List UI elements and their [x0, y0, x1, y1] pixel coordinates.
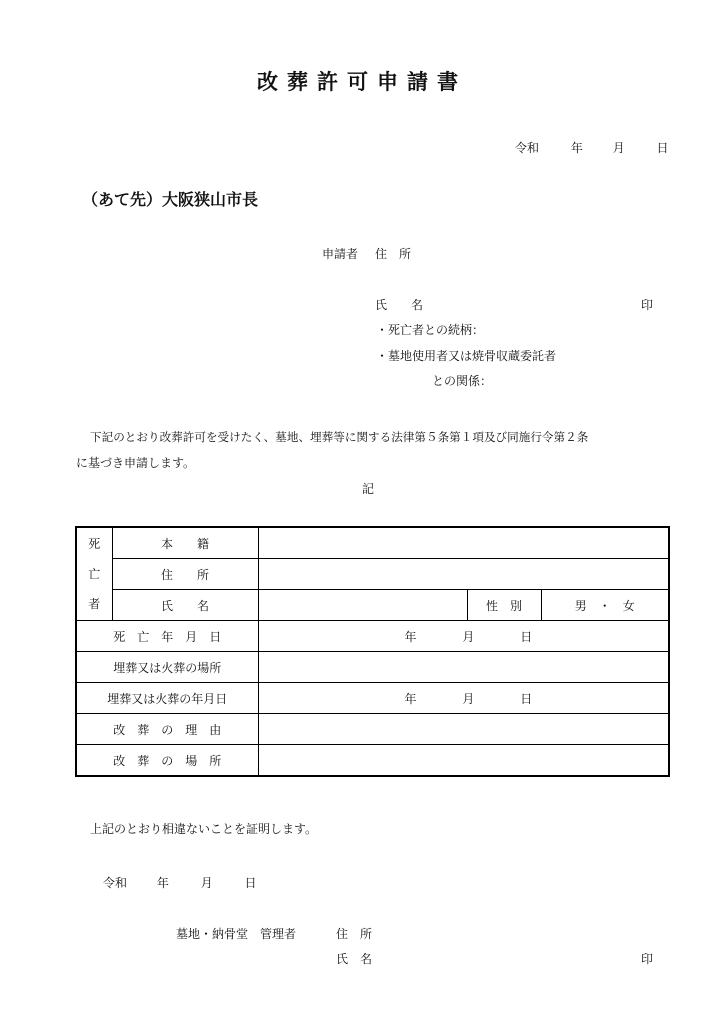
death-date-label: 死 亡 年 月 日	[76, 621, 258, 652]
gender-field[interactable]: 男 ・ 女	[541, 590, 669, 621]
burial-place-field[interactable]	[258, 652, 669, 683]
honseki-field[interactable]	[258, 527, 669, 559]
deceased-label	[76, 527, 112, 621]
relation-deceased: ・死亡者との続柄：	[376, 323, 485, 337]
date-day: 日	[656, 141, 669, 155]
cert-date	[103, 874, 257, 891]
name-field[interactable]	[258, 590, 467, 621]
manager-label: 墓地・納骨堂 管理者	[176, 927, 297, 941]
table-row	[76, 683, 669, 714]
death-date-field[interactable]	[258, 621, 669, 652]
applicant-address-label: 住 所	[375, 247, 412, 261]
reason-label: 改 葬 の 理 由	[76, 714, 258, 745]
reburial-place-field[interactable]	[258, 745, 669, 777]
table-row	[76, 590, 669, 621]
reason-field[interactable]	[258, 714, 669, 745]
application-table	[75, 526, 670, 777]
cert-date-era: 令和	[103, 876, 128, 890]
burial-date-label: 埋葬又は火葬の年月日	[76, 683, 258, 714]
deceased-char: 者	[88, 597, 101, 611]
address-field[interactable]	[258, 559, 669, 590]
body-text-line1: 下記のとおり改葬許可を受けたく、墓地、埋葬等に関する法律第５条第１項及び同施行令第２条	[90, 430, 589, 444]
cert-date-year: 年	[156, 876, 169, 890]
certify-text: 上記のとおり相違ないことを証明します。	[90, 822, 318, 836]
manager-name-label: 氏 名	[336, 952, 373, 966]
address-label: 住 所	[112, 559, 258, 590]
cert-date-day: 日	[244, 876, 257, 890]
month-unit: 月	[462, 629, 475, 644]
date-year: 年	[570, 141, 583, 155]
date-month: 月	[612, 141, 625, 155]
day-unit: 日	[520, 629, 533, 644]
date-header	[515, 139, 669, 156]
table-row	[76, 559, 669, 590]
applicant-label: 申請者	[322, 247, 359, 261]
deceased-char: 死	[88, 537, 101, 551]
burial-date-field[interactable]	[258, 683, 669, 714]
table-row	[76, 652, 669, 683]
day-unit: 日	[520, 691, 533, 706]
deceased-char: 亡	[88, 567, 101, 581]
cert-date-month: 月	[200, 876, 213, 890]
manager-seal: 印	[641, 952, 654, 966]
ki-label: 記	[362, 482, 375, 496]
addressee: （あて先）大阪狭山市長	[82, 190, 259, 209]
month-unit: 月	[462, 691, 475, 706]
relation-owner-line2: との関係：	[432, 374, 493, 388]
table-row	[76, 527, 669, 559]
honseki-label: 本 籍	[112, 527, 258, 559]
applicant-name-label: 氏 名	[375, 298, 424, 312]
applicant-seal: 印	[641, 298, 654, 312]
year-unit: 年	[404, 629, 417, 644]
manager-address-label: 住 所	[336, 927, 373, 941]
relation-owner-line1: ・墓地使用者又は焼骨収蔵委託者	[376, 349, 557, 363]
gender-label: 性 別	[467, 590, 541, 621]
page-title: 改葬許可申請書	[257, 70, 467, 94]
table-row	[76, 714, 669, 745]
burial-place-label: 埋葬又は火葬の場所	[76, 652, 258, 683]
reburial-place-label: 改 葬 の 場 所	[76, 745, 258, 777]
year-unit: 年	[404, 691, 417, 706]
name-label: 氏 名	[112, 590, 258, 621]
body-text-line2: に基づき申請します。	[76, 456, 196, 470]
table-row	[76, 621, 669, 652]
table-row	[76, 745, 669, 777]
date-era: 令和	[515, 141, 540, 155]
